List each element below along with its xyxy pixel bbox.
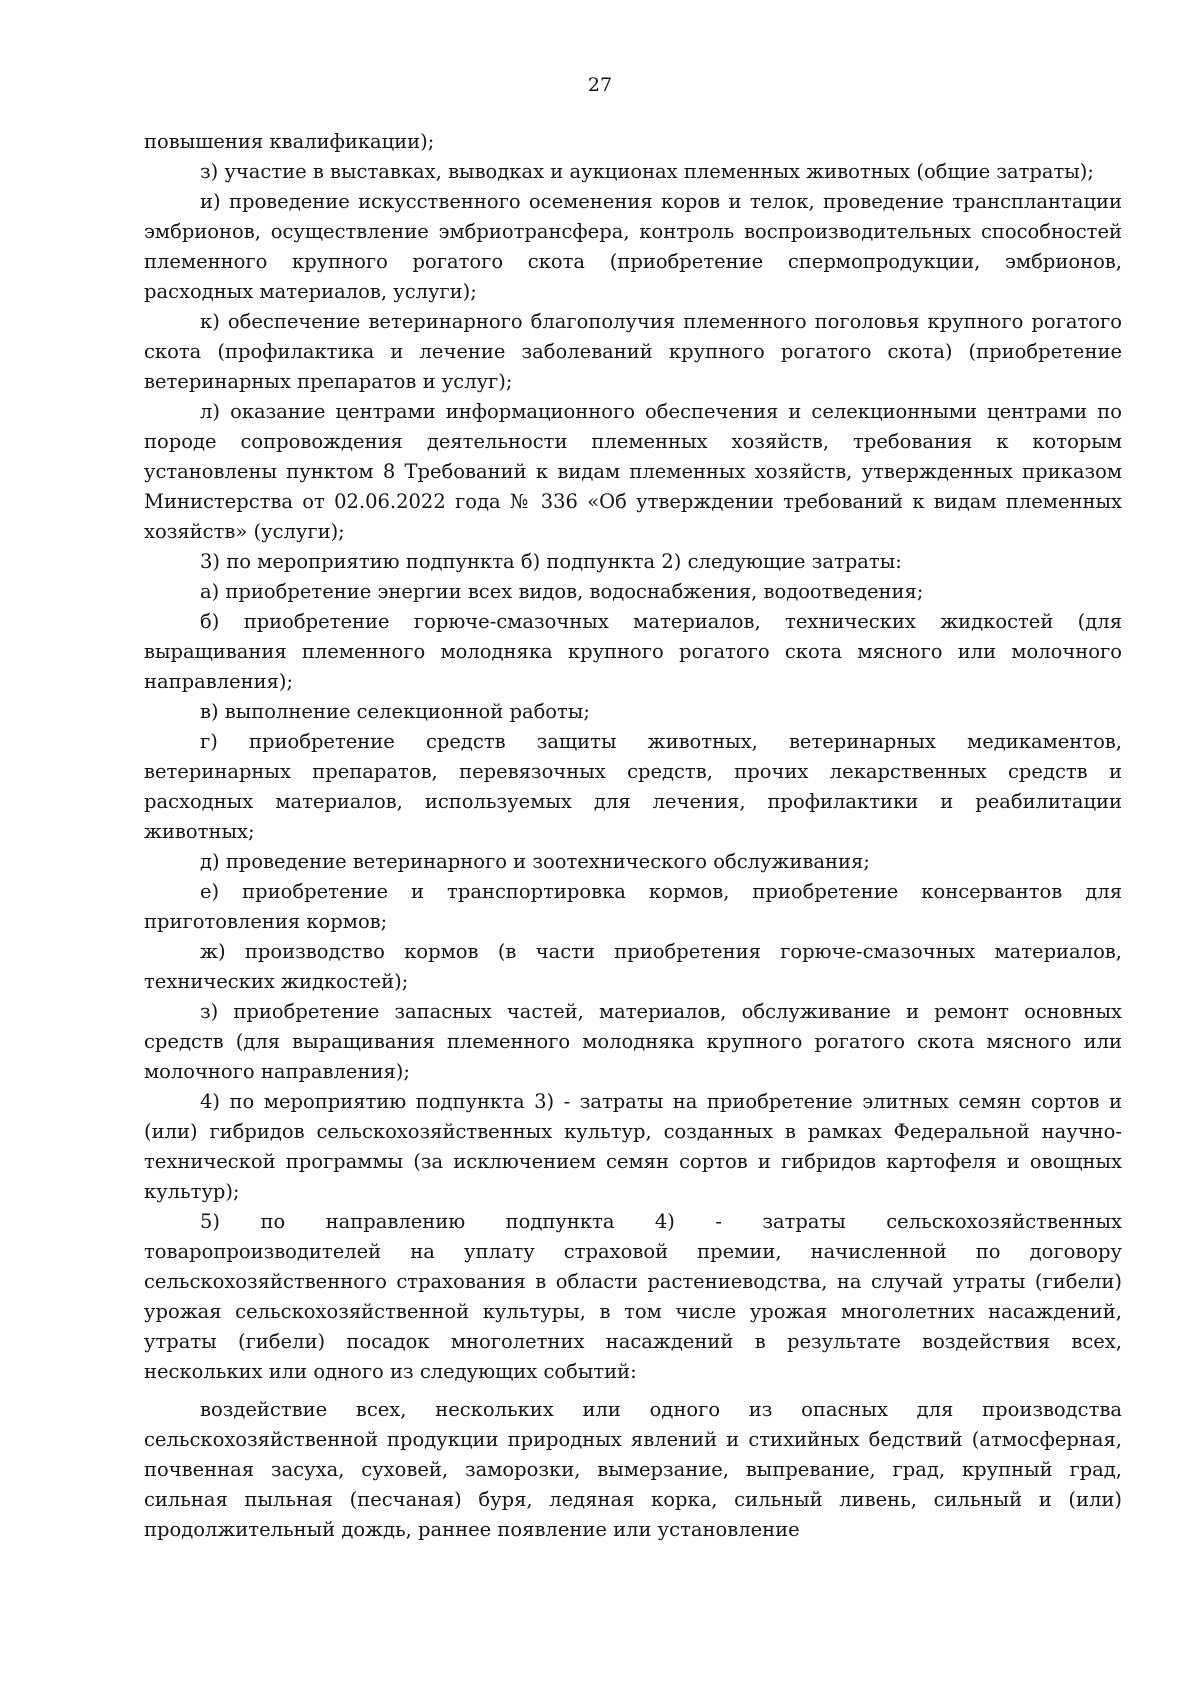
paragraph: а) приобретение энергии всех видов, водоснабжения, водоотведения; <box>200 580 924 603</box>
paragraph: и) проведение искусственного осеменения коров и телок, проведение трансплантации эмбрионов, осуществление эмбриотрансфера, контроль воспроизводительных способностей племенного крупного рогатого скота (приобретение спермопродукции, эмбрионов, расходных материалов, услуги); <box>144 190 1122 303</box>
paragraph: д) проведение ветеринарного и зоотехнического обслуживания; <box>200 850 870 873</box>
paragraph: з) приобретение запасных частей, материалов, обслуживание и ремонт основных средств (для выращивания племенного молодняка крупного рогатого скота мясного или молочного направления); <box>144 1000 1122 1083</box>
paragraph: л) оказание центрами информационного обеспечения и селекционными центрами по породе сопровождения деятельности племенных хозяйств, требования к которым установлены пунктом 8 Требований к видам племенных хозяйств, утвержденных приказом Министерства от 02.06.2022 года № 336 «Об утверждении требований к видам племенных хозяйств» (услуги); <box>144 400 1122 543</box>
paragraph: е) приобретение и транспортировка кормов, приобретение консервантов для приготовления кормов; <box>144 880 1122 933</box>
paragraph: в) выполнение селекционной работы; <box>200 700 590 723</box>
paragraph: г) приобретение средств защиты животных, ветеринарных медикаментов, ветеринарных препаратов, перевязочных средств, прочих лекарственных средств и расходных материалов, используемых для лечения, профилактики и реабилитации животных; <box>144 730 1122 843</box>
paragraph: ж) производство кормов (в части приобретения горюче-смазочных материалов, технических жидкостей); <box>144 940 1122 993</box>
paragraph: воздействие всех, нескольких или одного из опасных для производства сельскохозяйственной продукции природных явлений и стихийных бедствий (атмосферная, почвенная засуха, суховей, заморозки, вымерзание, выпревание, град, крупный град, сильная пыльная (песчаная) буря, ледяная корка, сильный ливень, сильный и (или) продолжительный дождь, раннее появление или установление <box>144 1398 1122 1541</box>
paragraph: 4) по мероприятию подпункта 3) - затраты на приобретение элитных семян сортов и (или) гибридов сельскохозяйственных культур, созданных в рамках Федеральной научно-технической программы (за исключением семян сортов и гибридов картофеля и овощных культур); <box>144 1090 1122 1203</box>
paragraph: б) приобретение горюче-смазочных материалов, технических жидкостей (для выращивания племенного молодняка крупного рогатого скота мясного или молочного направления); <box>144 610 1122 693</box>
document-body <box>144 127 1122 1545</box>
paragraph: з) участие в выставках, выводках и аукционах племенных животных (общие затраты); <box>200 160 1094 183</box>
page-number: 27 <box>587 74 613 96</box>
paragraph: 5) по направлению подпункта 4) - затраты сельскохозяйственных товаропроизводителей на уплату страховой премии, начисленной по договору сельскохозяйственного страхования в области растениеводства, на случай утраты (гибели) урожая сельскохозяйственной культуры, в том числе урожая многолетних насаждений, утраты (гибели) посадок многолетних насаждений в результате воздействия всех, нескольких или одного из следующих событий: <box>144 1210 1122 1383</box>
paragraph: 3) по мероприятию подпункта б) подпункта 2) следующие затраты: <box>200 550 902 573</box>
paragraph: к) обеспечение ветеринарного благополучия племенного поголовья крупного рогатого скота (профилактика и лечение заболеваний крупного рогатого скота) (приобретение ветеринарных препаратов и услуг); <box>144 310 1122 393</box>
paragraph: повышения квалификации); <box>144 130 435 153</box>
